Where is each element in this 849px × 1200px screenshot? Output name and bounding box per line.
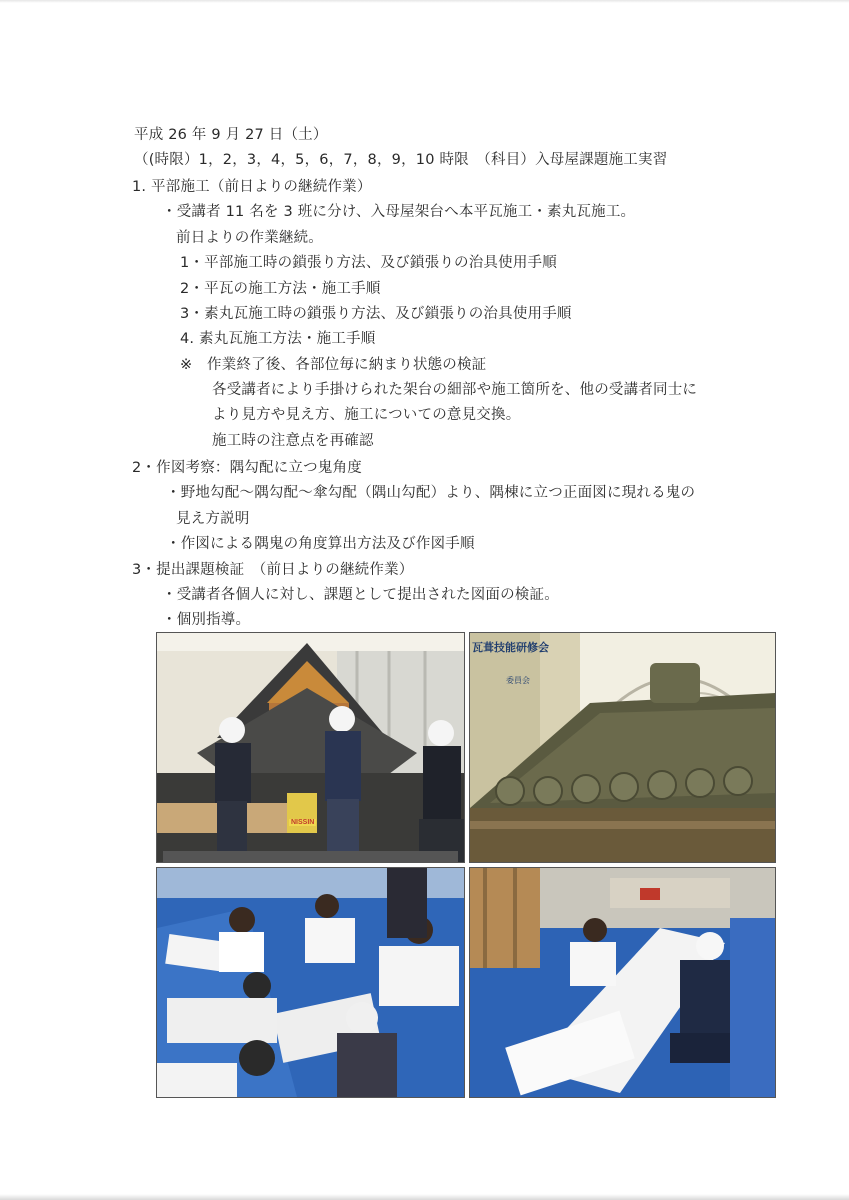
section-1-line: 4. 素丸瓦施工方法・施工手順 [180,331,376,347]
photo-drafting-group-image [157,868,464,1097]
schedule-line: （(時限）1，2，3，4，5，6，7，8，9，10 時限 （科目）入母屋課題施工実習 [134,152,668,168]
photo-roof-tile-closeup [469,632,776,863]
section-1-line: 各受講者により手掛けられた架台の細部や施工箇所を、他の受講者同士に [212,382,698,398]
section-1-heading: 1. 平部施工（前日よりの継続作業） [132,179,372,195]
photo-roof-tiling-workers-image [157,633,464,862]
section-2-line: ・作図による隅鬼の角度算出方法及び作図手順 [166,536,475,552]
section-1-line: より見方や見え方、施工についての意見交換。 [212,407,521,423]
photo2-banner-sublabel: 委員会 [506,676,530,685]
document-date: 平成 26 年 9 月 27 日（土） [134,127,328,143]
section-3-heading: 3・提出課題検証 （前日よりの継続作業） [132,562,414,578]
scan-edge-bottom [0,1194,849,1200]
photo-drafting-group [156,867,465,1098]
photo-individual-guidance-image [470,868,775,1097]
section-3-line: ・受講者各個人に対し、課題として提出された図面の検証。 [162,587,559,603]
section-1-line: 施工時の注意点を再確認 [212,433,374,449]
section-3-line: ・個別指導。 [162,612,251,628]
section-1-line: 3・素丸瓦施工時の鎖張り方法、及び鎖張りの治具使用手順 [180,306,572,322]
section-2-line: ・野地勾配～隅勾配～傘勾配（隅山勾配）より、隅棟に立つ正面図に現れる鬼の [166,485,696,501]
scan-edge-top [0,0,849,3]
section-2-line: 見え方説明 [176,511,250,527]
photo-roof-tiling-workers [156,632,465,863]
photo1-sign-label: NISSIN [291,819,315,826]
photo2-banner-label: 瓦葺技能研修会 [472,641,549,654]
photo-roof-tile-closeup-image [470,633,775,862]
section-1-note: ※ 作業終了後、各部位毎に納まり状態の検証 [180,357,487,373]
section-1-line: ・受講者 11 名を 3 班に分け、入母屋架台へ本平瓦施工・素丸瓦施工。 [162,204,636,220]
section-1-line: 2・平瓦の施工方法・施工手順 [180,281,381,297]
section-1-line: 前日よりの作業継続。 [176,230,323,246]
section-2-heading: 2・作図考察：隅勾配に立つ鬼角度 [132,460,362,476]
section-1-line: 1・平部施工時の鎖張り方法、及び鎖張りの治具使用手順 [180,255,557,271]
photo-individual-guidance [469,867,776,1098]
